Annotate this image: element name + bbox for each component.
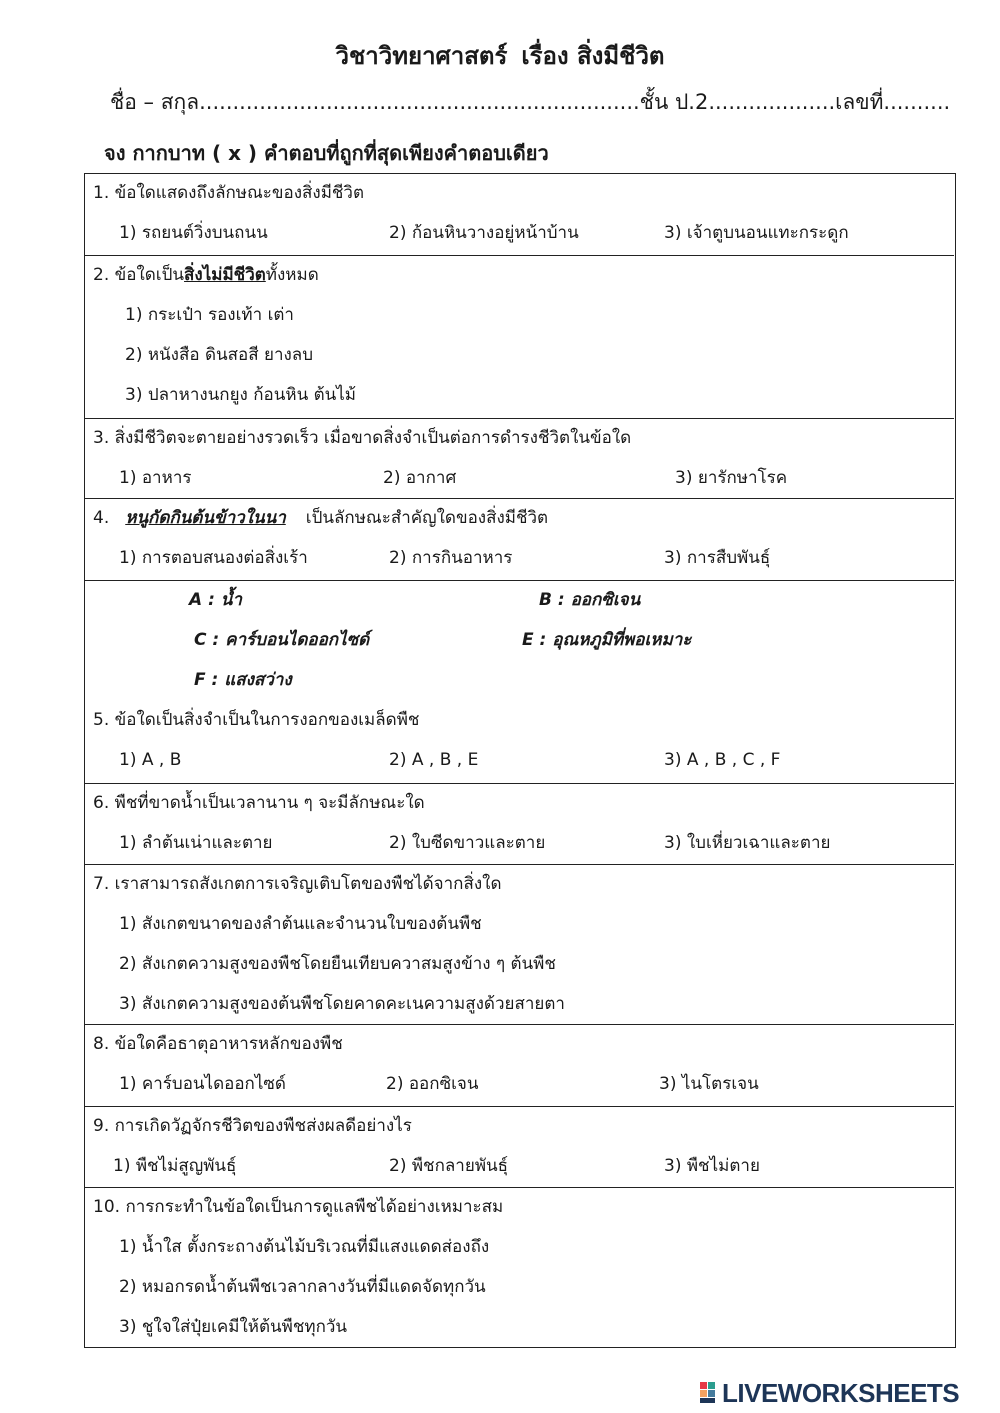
answer-option-1[interactable]: 1) การตอบสนองต่อสิ่งเร้า (119, 548, 308, 568)
answer-option-2[interactable]: 2) สังเกตความสูงของพืชโดยยืนเทียบควาสมสูงข้าง ๆ ต้นพืช (119, 954, 556, 974)
question-9 (85, 1107, 954, 1188)
answer-option-2[interactable]: 2) ออกซิเจน (386, 1074, 479, 1094)
legend-item-e: E : อุณหภูมิที่พอเหมาะ (522, 630, 692, 650)
question-2 (85, 256, 954, 419)
answer-option-2[interactable]: 2) อากาศ (383, 468, 457, 488)
question-8 (85, 1025, 954, 1107)
answer-option-3[interactable]: 3) ไนโตรเจน (659, 1074, 759, 1094)
title-subject: วิชาวิทยาศาสตร์ (335, 42, 508, 70)
question-text: 7. เราสามารถสังเกตการเจริญเติบโตของพืชได้จากสิ่งใด (93, 874, 502, 894)
question-3 (85, 419, 954, 499)
legend-item-f: F : แสงสว่าง (194, 670, 292, 690)
answer-option-1[interactable]: 1) A , B (119, 750, 182, 770)
question-6 (85, 784, 954, 865)
question-text: 3. สิ่งมีชีวิตจะตายอย่างรวดเร็ว เมื่อขาดสิ่งจำเป็นต่อการดำรงชีวิตในข้อใด (93, 428, 632, 448)
legend-item-a: A : น้ำ (189, 590, 242, 610)
question-10 (85, 1188, 954, 1346)
answer-option-3[interactable]: 3) พืชไม่ตาย (664, 1156, 760, 1176)
question-number: 4. (93, 508, 110, 528)
answer-option-3[interactable]: 3) ยารักษาโรค (675, 468, 788, 488)
logo-text: LIVEWORKSHEETS (722, 1377, 960, 1408)
question-emphasis: สิ่งไม่มีชีวิต (184, 265, 266, 285)
answer-option-3[interactable]: 3) ชูใจใส่ปุ๋ยเคมีให้ต้นพืชทุกวัน (119, 1317, 348, 1337)
question-emphasis: หนูกัดกินต้นข้าวในนา (125, 508, 286, 528)
instruction: จง กากบาท ( x ) คำตอบที่ถูกที่สุดเพียงคำตอบเดียว (104, 141, 549, 165)
answer-option-3[interactable]: 3) A , B , C , F (664, 750, 781, 770)
logo-square-3 (700, 1390, 707, 1397)
legend-item-b: B : ออกซิเจน (539, 590, 641, 610)
answer-option-2[interactable]: 2) ก้อนหินวางอยู่หน้าบ้าน (389, 223, 579, 243)
logo-icon (700, 1382, 716, 1404)
question-text: 5. ข้อใดเป็นสิ่งจำเป็นในการงอกของเมล็ดพืช (93, 710, 420, 730)
question-text: 6. พืชที่ขาดน้ำเป็นเวลานาน ๆ จะมีลักษณะใด (93, 793, 425, 813)
liveworksheets-logo[interactable] (700, 1377, 960, 1408)
answer-option-3[interactable]: 3) สังเกตความสูงของต้นพืชโดยคาดคะเนความสูงด้วยสายตา (119, 994, 565, 1014)
title-topic: เรื่อง สิ่งมีชีวิต (521, 42, 665, 70)
question-4 (85, 499, 954, 581)
question-7 (85, 865, 954, 1025)
question-table (84, 173, 956, 1348)
answer-option-2[interactable]: 2) A , B , E (389, 750, 479, 770)
question-suffix: ทั้งหมด (265, 265, 319, 285)
question-text: 1. ข้อใดแสดงถึงลักษณะของสิ่งมีชีวิต (93, 183, 365, 203)
answer-option-2[interactable]: 2) ใบซีดขาวและตาย (389, 833, 546, 853)
logo-square-4 (708, 1390, 715, 1397)
answer-option-2[interactable]: 2) พืชกลายพันธุ์ (389, 1156, 509, 1176)
answer-option-1[interactable]: 1) ลำต้นเน่าและตาย (119, 833, 273, 853)
student-info-line[interactable]: ชื่อ – สกุล..................................................................ชั้น ป.2...................เลขที่.......... (110, 90, 951, 114)
question-prefix: 2. ข้อใดเป็น (93, 265, 185, 285)
answer-option-1[interactable]: 1) น้ำใส ตั้งกระถางต้นไม้บริเวณที่มีแสงแดดส่องถึง (119, 1237, 490, 1257)
logo-square-1 (700, 1382, 707, 1389)
answer-option-2[interactable]: 2) การกินอาหาร (389, 548, 513, 568)
question-1 (85, 174, 954, 256)
answer-option-1[interactable]: 1) คาร์บอนไดออกไซด์ (119, 1074, 286, 1094)
answer-option-1[interactable]: 1) กระเป๋า รองเท้า เต่า (125, 305, 294, 325)
logo-bar (700, 1398, 715, 1403)
answer-option-1[interactable]: 1) รถยนต์วิ่งบนถนน (119, 223, 268, 243)
answer-option-3[interactable]: 3) ใบเหี่ยวเฉาและตาย (664, 833, 831, 853)
question-text: 9. การเกิดวัฏจักรชีวิตของพืชส่งผลดีอย่างไร (93, 1116, 412, 1136)
answer-option-2[interactable]: 2) หมอกรดน้ำต้นพืชเวลากลางวันที่มีแดดจัดทุกวัน (119, 1277, 486, 1297)
question-5 (85, 581, 954, 784)
question-text: 8. ข้อใดคือธาตุอาหารหลักของพืช (93, 1034, 343, 1054)
answer-option-1[interactable]: 1) สังเกตขนาดของลำต้นและจำนวนใบของต้นพืช (119, 914, 482, 934)
question-text (93, 267, 319, 284)
answer-option-1[interactable]: 1) พืชไม่สูญพันธุ์ (113, 1156, 237, 1176)
legend-item-c: C : คาร์บอนไดออกไซด์ (194, 630, 370, 650)
answer-option-3[interactable]: 3) การสืบพันธุ์ (664, 548, 771, 568)
logo-square-2 (708, 1382, 715, 1389)
question-body: เป็นลักษณะสำคัญใดของสิ่งมีชีวิต (305, 508, 549, 528)
worksheet-title (0, 36, 1000, 75)
question-text: 10. การกระทำในข้อใดเป็นการดูแลพืชได้อย่างเหมาะสม (93, 1197, 504, 1217)
answer-option-3[interactable]: 3) ปลาหางนกยูง ก้อนหิน ต้นไม้ (125, 385, 357, 405)
answer-option-2[interactable]: 2) หนังสือ ดินสอสี ยางลบ (125, 345, 314, 365)
answer-option-1[interactable]: 1) อาหาร (119, 468, 192, 488)
question-text (93, 510, 548, 527)
answer-option-3[interactable]: 3) เจ้าตูบนอนแทะกระดูก (664, 223, 849, 243)
